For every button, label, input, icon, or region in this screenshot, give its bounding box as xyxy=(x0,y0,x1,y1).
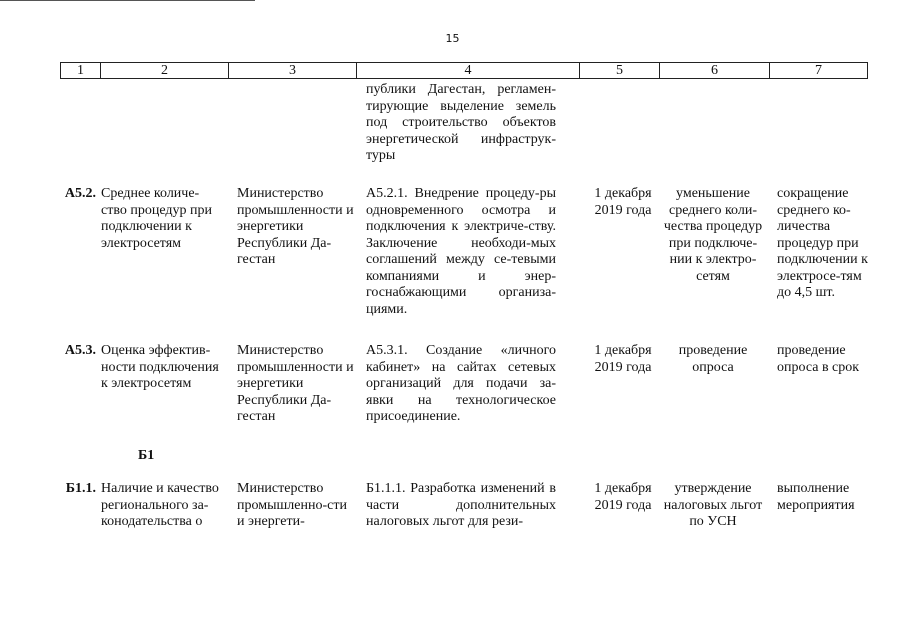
row-code-a5-2: А5.2. xyxy=(64,186,96,201)
deadline-a5-2: 1 декабря 2019 года xyxy=(594,186,652,218)
row-code-b1-1: Б1.1. xyxy=(65,481,96,496)
result-a5-2: уменьшение среднего коли-чества процедур при подключе-нии к электро-сетям xyxy=(663,186,763,284)
column-number-1: 1 xyxy=(61,63,101,78)
deadline-b1-1: 1 декабря 2019 года xyxy=(594,481,652,513)
column-number-5: 5 xyxy=(580,63,660,78)
indicator-a5-3: Оценка эффектив-ности подключения к электросетям xyxy=(101,343,219,391)
column-number-3: 3 xyxy=(229,63,357,78)
column-number-2: 2 xyxy=(101,63,229,78)
page-number: 15 xyxy=(445,32,460,45)
column-number-4: 4 xyxy=(357,63,580,78)
effect-b1-1: выполнение мероприятия xyxy=(777,481,855,513)
top-rule xyxy=(0,0,255,1)
responsible-a5-3: Министерство промышленности и энергетики Республики Да-гестан xyxy=(237,343,354,424)
measure-a5-2: А5.2.1. Внедрение процеду-ры одновременного осмотра и подключения к электриче-ству. Заключение необходи-мых соглашений между се-тевыми компаниями и энер-госнабжающими организа-циями. xyxy=(366,186,556,317)
effect-a5-3: проведение опроса в срок xyxy=(777,343,860,375)
result-b1-1: утверждение налоговых льгот по УСН xyxy=(663,481,763,529)
column-number-6: 6 xyxy=(660,63,770,78)
result-a5-3: проведение опроса xyxy=(678,343,748,375)
indicator-a5-2: Среднее количе-ство процедур при подключении к электросетям xyxy=(101,186,212,251)
row-code-a5-3: А5.3. xyxy=(64,343,96,358)
deadline-a5-3: 1 декабря 2019 года xyxy=(594,343,652,375)
table-header-row xyxy=(60,62,868,79)
effect-a5-2: сокращение среднего ко-личества процедур при подключении к электросе-тям до 4,5 шт. xyxy=(777,186,868,300)
indicator-b1-1: Наличие и качество регионального за-конодательства о xyxy=(101,481,219,529)
continuation-measure-text: публики Дагестан, регламен-тирующие выделение земель под строительство объектов энергетической инфраструк-туры xyxy=(366,82,556,163)
responsible-b1-1: Министерство промышленно-сти и энергети- xyxy=(237,481,347,529)
section-heading-b1: Б1 xyxy=(138,448,155,463)
responsible-a5-2: Министерство промышленности и энергетики Республики Да-гестан xyxy=(237,186,354,267)
column-number-7: 7 xyxy=(815,63,822,78)
measure-b1-1: Б1.1.1. Разработка изменений в части дополнительных налоговых льгот для рези- xyxy=(366,481,556,529)
measure-a5-3: А5.3.1. Создание «личного кабинет» на сайтах сетевых организаций для подачи за-явки на технологическое присоединение. xyxy=(366,343,556,424)
